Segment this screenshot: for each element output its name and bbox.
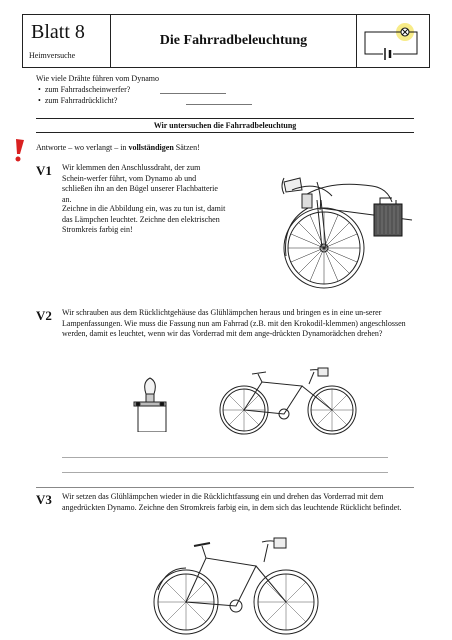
section-rule-bottom xyxy=(36,132,414,133)
intro-item-1 xyxy=(38,85,130,96)
battery-illustration xyxy=(374,198,402,236)
intro-question: Wie viele Drähte führen vom Dynamo xyxy=(36,74,159,83)
intro-item-2-label: zum Fahrradrücklicht? xyxy=(44,96,118,105)
section-rule-v3 xyxy=(36,487,414,488)
sheet-label-cell xyxy=(23,15,111,67)
answer-hint xyxy=(36,143,200,154)
answer-line-v2-1[interactable] xyxy=(62,457,388,458)
hint-prefix: Antworte – wo verlangt – in xyxy=(36,143,129,152)
answer-line-2[interactable] xyxy=(186,104,252,105)
answer-line-v2-2[interactable] xyxy=(62,472,388,473)
intro-item-1-label: zum Fahrradscheinwerfer? xyxy=(44,85,131,94)
experiment-v1-label: V1 xyxy=(36,163,52,178)
v1-text-1: Wir klemmen den Anschlussdraht, der zum Schein-werfer führt, vom Dynamo ab und schließen ihn an den Bügel unserer Flachbatterie an. xyxy=(62,163,218,204)
experiment-v3-label: V3 xyxy=(36,492,52,507)
sheet-subtitle: Heimversuche xyxy=(29,51,76,60)
v3-text: Wir setzen das Glühlämpchen wieder in die Rücklichtfassung ein und drehen das Vorderrad mit dem angedrückten Dynamo. Zeichne den Stromkreis farbig ein, in dem sich das leuchtende Rücklicht befindet. xyxy=(62,492,402,512)
circuit-lamp-icon xyxy=(357,15,429,67)
title-cell xyxy=(111,15,357,67)
bicycle-illustration-v2 xyxy=(214,358,364,438)
section-rule-top xyxy=(36,118,414,119)
circuit-cell xyxy=(357,15,429,67)
bicycle-illustration-v3 xyxy=(150,530,320,636)
hint-bold: vollständigen xyxy=(128,143,174,152)
sheet-number: Blatt 8 xyxy=(31,21,85,43)
exclamation-icon xyxy=(8,137,30,163)
intro-item-2 xyxy=(38,96,117,107)
bicycle-front-with-battery-illustration xyxy=(262,160,432,295)
v1-text-2: Zeichne in die Abbildung ein, was zu tun ist, damit das Lämpchen leuchtet. Zeichne den elektrischen Stromkreis farbig ein! xyxy=(62,204,226,234)
experiment-v2-label: V2 xyxy=(36,308,52,323)
answer-line-1[interactable] xyxy=(160,93,226,94)
section-title: Wir untersuchen die Fahrradbeleuchtung xyxy=(153,121,297,130)
bullet: • xyxy=(38,96,41,105)
page-title: Die Fahrradbeleuchtung xyxy=(159,33,308,48)
bullet: • xyxy=(38,85,41,94)
lamp-socket-illustration xyxy=(130,372,180,432)
header-box xyxy=(22,14,430,68)
hint-suffix: Sätzen! xyxy=(173,143,200,152)
v2-text: Wir schrauben aus dem Rücklichtgehäuse das Glühlämpchen heraus und bringen es in eine un-serer Lampenfassungen. Wie muss die Fassung nun am Fahrrad (z.B. mit den Krokodil-klemmen) angeschlossen werden, damit es leuchtet, wenn wir das Vorderrad mit dem ange-drückten Dynamorädchen drehen? xyxy=(62,308,406,338)
